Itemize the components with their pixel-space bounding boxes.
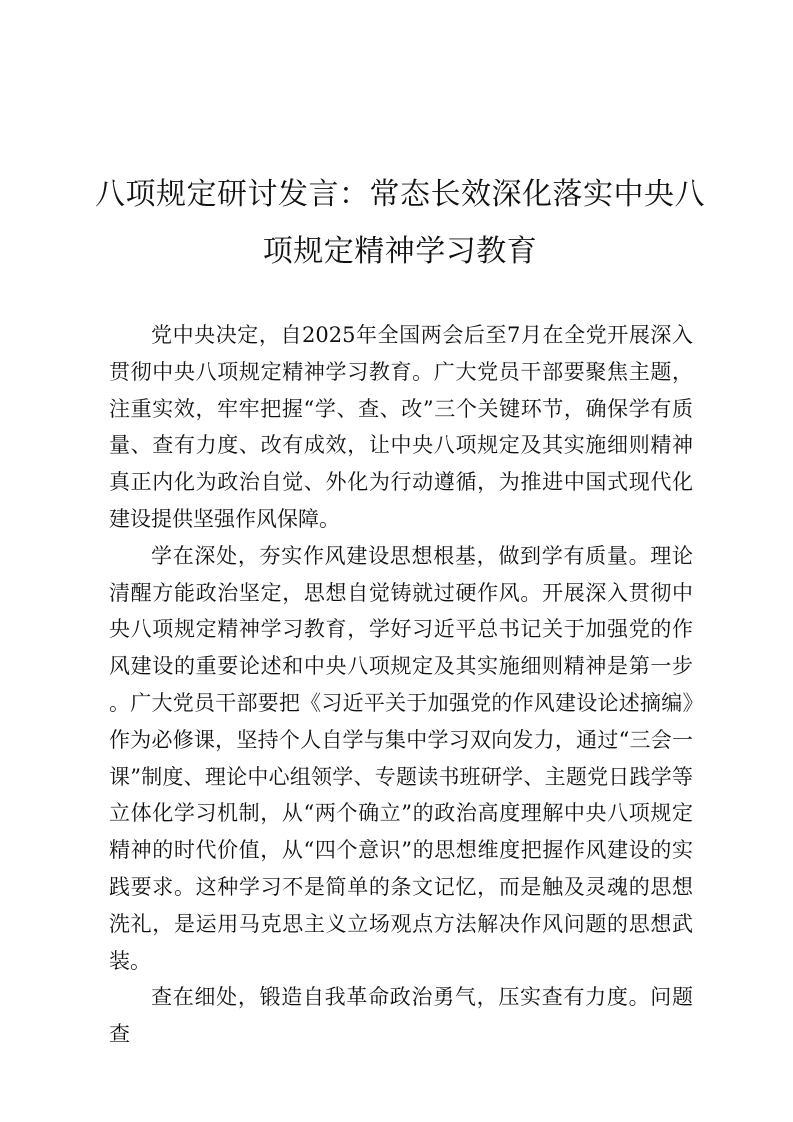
paragraph-2: 学在深处，夯实作风建设思想根基，做到学有质量。理论清醒方能政治坚定，思想自觉铸就过硬作风。开展深入贯彻中央八项规定精神学习教育，学好习近平总书记关于加强党的作风建设的重要论述和中央八项规定及其实施细则精神是第一步。广大党员干部要把《习近平关于加强党的作风建设论述摘编》作为必修课，坚持个人自学与集中学习双向发力，通过“三会一课”制度、理论中心组领学、专题读书班研学、主题党日践学等立体化学习机制，从“两个确立”的政治高度理解中央八项规定精神的时代价值，从“四个意识”的思想维度把握作风建设的实践要求。这种学习不是简单的条文记忆，而是触及灵魂的思想洗礼，是运用马克思主义立场观点方法解决作风问题的思想武装。: [109, 543, 693, 973]
paragraph-1: 党中央决定，自2025年全国两会后至7月在全党开展深入贯彻中央八项规定精神学习教育。广大党员干部要聚焦主题，注重实效，牢牢把握“学、查、改”三个关键环节，确保学有质量、查有力度、改有成效，让中央八项规定及其实施细则精神真正内化为政治自觉、外化为行动遵循，为推进中国式现代化建设提供坚强作风保障。: [109, 323, 693, 531]
title-line-2: 项规定精神学习教育: [262, 234, 538, 269]
document-title: [95, 166, 705, 280]
document-body: [109, 317, 693, 1053]
paragraph-3: 查在细处，锻造自我革命政治勇气，压实查有力度。问题查: [109, 985, 693, 1047]
title-line-1: 八项规定研讨发言：常态长效深化落实中央八: [95, 177, 705, 212]
